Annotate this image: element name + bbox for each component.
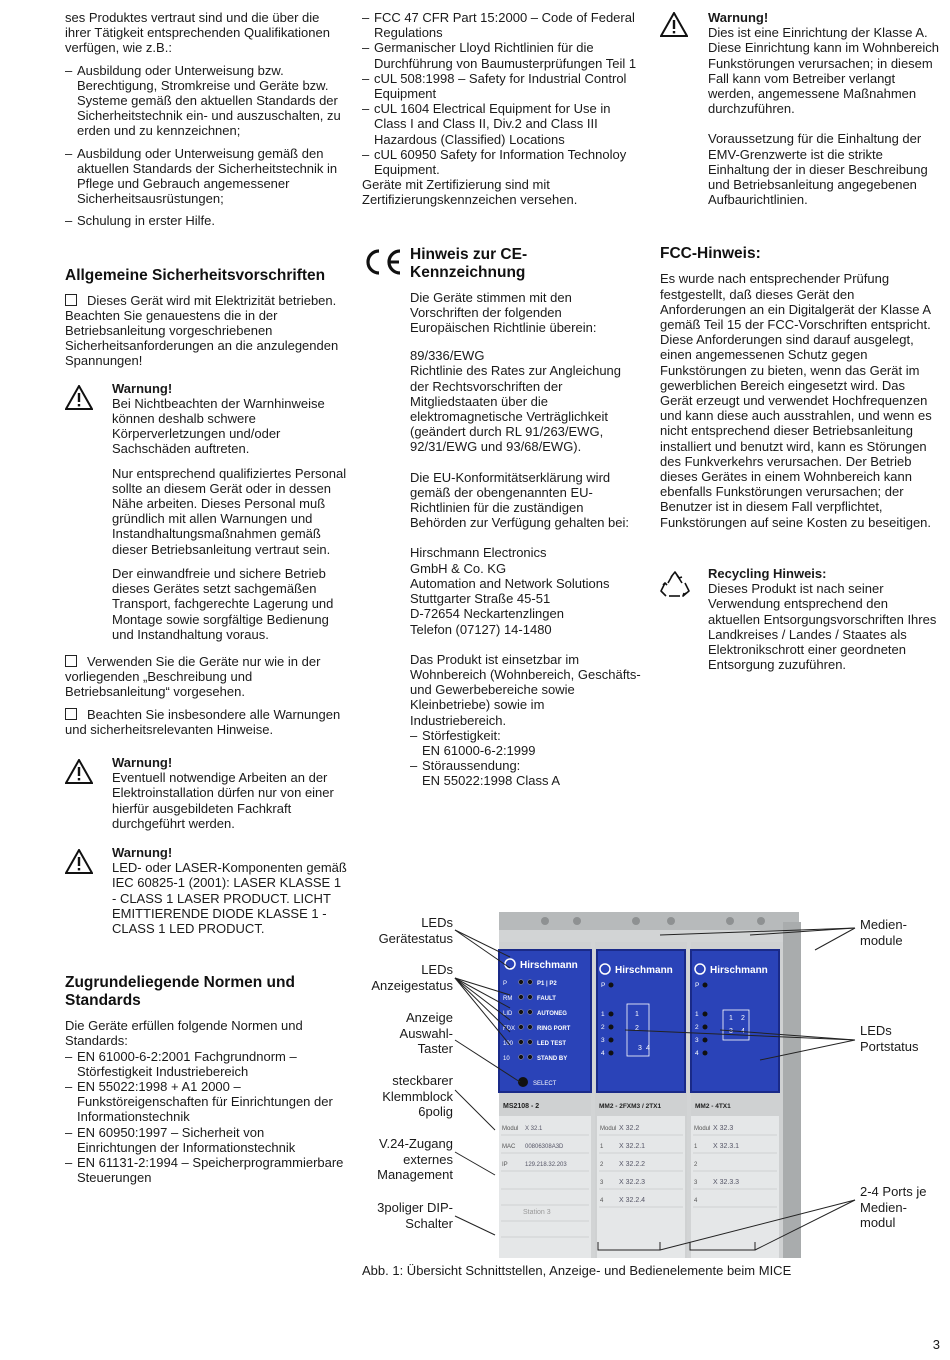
select-label: SELECT [533, 1081, 557, 1087]
ce-paragraph: Die Geräte stimmen mit den Vorschriften der folgenden Europäischen Richtlinie überein: [410, 289, 597, 336]
ce-paragraph: Die EU-Konformitätserklärung wird gemäß der obengenannten EU-Richtlinien für die zuständigen Behörden zur Verfügung gehalten bei: [410, 469, 630, 531]
station-label: Station 3 [523, 1209, 551, 1216]
port-number: 3 [729, 1028, 733, 1035]
address-line: GmbH & Co. KG [410, 560, 507, 576]
led-label: AUTONEG [537, 1011, 567, 1017]
led-label: P [601, 982, 606, 989]
module-name: MS2108 - 2 [503, 1103, 540, 1110]
label-leds-port-status: LEDs Portstatus [860, 1023, 919, 1054]
field-value: X 32.3 [713, 1125, 734, 1132]
field-key: 4 [694, 1198, 698, 1204]
port-led-label: 1 [601, 1011, 605, 1018]
warning-text: Dies ist eine Einrichtung der Klasse A. Diese Einrichtung kann im Wohnbereich Funkstörungen verursachen; in diesem Fall kann vom Betreiber verlangt werden, angemessene Maßnahmen durchzuführen. [708, 25, 939, 117]
norms-heading: Zugrundeliegende Normen und Standards [65, 974, 295, 1010]
led-label: RING PORT [537, 1026, 571, 1032]
list-item: – Germanischer Lloyd Richtlinien für die Durchführung von Baumusterprüfungen Teil 1 [362, 40, 642, 70]
port-led-label: 2 [695, 1024, 699, 1031]
led-label: 100 [503, 1041, 514, 1047]
port-led-label: 1 [695, 1011, 699, 1018]
norms-intro: Die Geräte erfüllen folgende Normen und Standards: [65, 1018, 303, 1049]
field-value: X 32.2.2 [619, 1161, 646, 1168]
field-key: Modul [600, 1126, 617, 1132]
warning-title: Warnung! [708, 10, 769, 25]
fcc-heading: FCC-Hinweis: [660, 245, 761, 263]
list-item: – Ausbildung oder Unterweisung gemäß den aktuellen Standards der Sicherheitstechnik in Pflege und Gebrauch angemessener Sicherheitsausrüstungen; [65, 146, 347, 207]
emc-value: EN 55022:1998 Class A [422, 773, 561, 789]
label-dip-switch: 3poliger DIP-Schalter [377, 1200, 453, 1231]
port-number: 2 [635, 1025, 639, 1032]
label-leds-display-status: LEDs Anzeigestatus [371, 962, 453, 993]
port-number: 4 [646, 1045, 650, 1052]
led-label: P [503, 981, 508, 987]
warning-text: LED- oder LASER-Komponenten gemäß IEC 60825-1 (2001): LASER KLASSE 1 - CLASS 1 LASER PRODUCT. LICHT EMITTIERENDE DIODE KLASSE 1 - CLASS 1 LED PRODUCT. [112, 860, 347, 936]
fcc-text: Es wurde nach entsprechender Prüfung festgestellt, daß dieses Gerät den Anforderungen an ein Digitalgerät der Klasse A gemäß Teil 15 der FCC-Vorschriften entspricht. Diese Anforderungen sind darauf ausgelegt, einen angemessenen Schutz gegen Funkstörungen zu bieten, wenn das Gerät im gewerblichen Bereich eingesetzt wird. Das Gerät erzeugt und verwendet Hochfrequenzen und kann diese auch ausstrahlen, und wenn es nicht entsprechend dieser Betriebsanleitung installiert und benutzt wird, kann es Störungen des Funkverkehrs verursachen. Der Betrieb dieses Gerätes in einem Wohnbereich kann ebenfalls Funkstörungen verursachen; der Benutzer ist in diesem Fall verpflichtet, Funkstörungen auf seine Kosten zu beseitigen. [660, 271, 932, 530]
field-key: 4 [600, 1198, 604, 1204]
port-led-label: 3 [601, 1037, 605, 1044]
port-number: 3 [638, 1045, 642, 1052]
field-value: X 32.1 [525, 1126, 543, 1132]
field-key: Modul [694, 1126, 711, 1132]
ce-heading: Hinweis zur CE-Kennzeichnung [410, 245, 528, 281]
warning-text: Voraussetzung für die Einhaltung der EMV-Grenzwerte ist die strikte Einhaltung der in dieser Beschreibung und Betriebsanleitung angegebenen Aufbaurichtlinien. [708, 131, 928, 208]
field-value: X 32.2 [619, 1125, 640, 1132]
warning-text: Nur entsprechend qualifiziertes Personal sollte an diesem Gerät oder in dessen Nähe arbeiten. Dieses Personal muß gründlich mit allen Warnungen und Instandhaltungsmaßnahmen gemäß dieser Betriebsanleitung vertraut sein. [112, 465, 347, 557]
recycling-text: Dieses Produkt ist nach seiner Verwendung entsprechend den aktuellen Entsorgungsvorschriften Ihres Landkreises / Landes / Staates als Elektronikschrott einer geordneten Entsorgung zuzuführen. [708, 581, 937, 673]
list-item: – EN 55022:1998 + A1 2000 – Funkstöreigenschaften für Einrichtungen der Informationstechnik [65, 1079, 347, 1125]
warning-text: Der einwandfreie und sichere Betrieb dieses Gerätes setzt sachgemäßen Transport, fachgerechte Lagerung und Montage sowie sorgfältige Bedienung und Instandhaltung voraus. [112, 565, 334, 642]
directive-number: 89/336/EWG [410, 348, 485, 364]
brand-text: Hirschmann [520, 960, 578, 971]
field-key: 1 [694, 1144, 698, 1150]
figure-caption: Abb. 1: Übersicht Schnittstellen, Anzeige- und Bedienelemente beim MICE [362, 1263, 792, 1278]
intro-text: ses Produktes vertraut sind und die über die ihrer Tätigkeit entsprechenden Qualifikationen verfügen, wie z.B.: [65, 10, 330, 56]
address-line: Stuttgarter Straße 45-51 [410, 591, 551, 607]
label-leds-device-status: LEDs Gerätestatus [378, 915, 453, 946]
recycling-title: Recycling Hinweis: [708, 565, 827, 581]
field-value: X 32.2.3 [619, 1179, 646, 1186]
port-led-label: 2 [601, 1024, 605, 1031]
led-label: LED TEST [537, 1041, 567, 1047]
field-value: X 32.3.3 [713, 1179, 740, 1186]
address-line: Hirschmann Electronics [410, 545, 547, 561]
warning-text: Bei Nichtbeachten der Warnhinweise können deshalb schwere Körperverletzungen und/oder Sachschäden auftreten. [112, 395, 325, 457]
field-key: MAC [502, 1144, 516, 1150]
field-value: X 32.2.4 [619, 1197, 646, 1204]
list-item: – EN 61000-6-2:2001 Fachgrundnorm – Störfestigkeit Industriebereich [65, 1049, 347, 1079]
field-value: 129.218.32.203 [525, 1162, 567, 1168]
port-number: 1 [635, 1011, 639, 1018]
ce-paragraph: Das Produkt ist einsetzbar im Wohnbereich (Wohnbereich, Geschäfts- und Gewerbebereiche sowie Kleinbetriebe) sowie im Industriebereich. [410, 651, 641, 728]
module-name: MM2 - 2FXM3 / 2TX1 [599, 1103, 662, 1110]
note-text: Beachten Sie insbesondere alle Warnungen und sicherheitsrelevanten Hinweise. [65, 706, 341, 737]
led-label: RM [503, 996, 513, 1002]
emc-value: EN 61000-6-2:1999 [422, 742, 536, 758]
field-key: 2 [694, 1162, 698, 1168]
led-label: STAND BY [537, 1056, 568, 1062]
led-label: P [695, 982, 700, 989]
field-value: X 32.2.1 [619, 1143, 646, 1150]
port-number: 1 [729, 1015, 733, 1022]
list-item: – cUL 508:1998 – Safety for Industrial Control Equipment [362, 71, 642, 101]
field-key: IP [502, 1162, 508, 1168]
list-item: – cUL 1604 Electrical Equipment for Use in Class I and Class II, Div.2 and Class III Hazardous (Classified) Locations [362, 101, 642, 147]
module-name: MM2 - 4TX1 [695, 1103, 731, 1110]
list-item: – FCC 47 CFR Part 15:2000 – Code of Federal Regulations [362, 10, 642, 40]
warning-title: Warnung! [112, 844, 173, 860]
page-number: 3 [932, 1337, 940, 1352]
warning-title: Warnung! [112, 380, 173, 396]
field-value: X 32.3.1 [713, 1143, 740, 1150]
label-media-modules: Medien-module [860, 917, 907, 948]
list-item: – Schulung in erster Hilfe. [65, 213, 347, 228]
field-key: 3 [694, 1180, 698, 1186]
port-led-label: 4 [695, 1050, 699, 1057]
list-item: – EN 60950:1997 – Sicherheit von Einrichtungen der Informationstechnik [65, 1125, 347, 1155]
emc-label: Störaussendung: [422, 758, 521, 774]
field-key: 3 [600, 1180, 604, 1186]
field-key: 1 [600, 1144, 604, 1150]
led-label: LID [503, 1011, 513, 1017]
note-text: Dieses Gerät wird mit Elektrizität betrieben. Beachten Sie genauestens die in der Betriebsanleitung vorgeschriebenen Sicherheitsanforderungen an die anzulegenden Spannungen! [65, 292, 339, 369]
port-led-label: 4 [601, 1050, 605, 1057]
port-number: 4 [741, 1028, 745, 1035]
field-key: Modul [502, 1126, 519, 1132]
label-terminal-block: steckbarer Klemmblock 6polig [382, 1073, 453, 1119]
led-label: FAULT [537, 996, 556, 1002]
cert-note: Geräte mit Zertifizierung sind mit Zertifizierungskennzeichen versehen. [362, 177, 578, 208]
warning-text: Eventuell notwendige Arbeiten an der Elektroinstallation dürfen nur von einer hierfür ausgebildeten Fachkraft durchgeführt werden. [112, 770, 334, 831]
emc-label: Störfestigkeit: [422, 727, 501, 743]
address-line: Automation and Network Solutions [410, 575, 610, 591]
field-key: 2 [600, 1162, 604, 1168]
field-value: 00806308A3D [525, 1144, 564, 1150]
brand-text: Hirschmann [710, 965, 768, 976]
label-display-select-button: Anzeige Auswahl-Taster [399, 1010, 453, 1056]
warning-title: Warnung! [112, 754, 173, 770]
label-v24-access: V.24-Zugang externes Management [377, 1136, 453, 1182]
list-item: – Ausbildung oder Unterweisung bzw. Berechtigung, Stromkreise und Geräte bzw. Systeme gemäß den aktuellen Standards der Sicherheitstechnik ein- und auszuschalten, zu erden und zu kennzeichnen; [65, 63, 347, 139]
led-label: 10 [503, 1056, 510, 1062]
note-text: Verwenden Sie die Geräte nur wie in der vorliegenden „Beschreibung und Betriebsanleitung“ vorgesehen. [65, 653, 321, 700]
led-label: FDX [503, 1026, 515, 1032]
brand-text: Hirschmann [615, 965, 673, 976]
led-label: P1 | P2 [537, 981, 557, 987]
port-led-label: 3 [695, 1037, 699, 1044]
list-item: – EN 61131-2:1994 – Speicherprogrammierbare Steuerungen [65, 1155, 347, 1185]
safety-heading: Allgemeine Sicherheitsvorschriften [65, 266, 326, 284]
address-line: D-72654 Neckartenzlingen [410, 606, 564, 622]
list-item: – cUL 60950 Safety for Information Technoloy Equipment. [362, 147, 642, 177]
ce-paragraph: Richtlinie des Rates zur Angleichung der Rechtsvorschriften der Mitgliedstaaten über die elektromagnetische Verträglichkeit (geändert durch RL 91/263/EWG, 92/31/EWG und 93/68/EWG). [410, 363, 622, 455]
address-line: Telefon (07127) 14-1480 [410, 621, 552, 637]
label-ports-per-module: 2-4 Ports je Medien-modul [860, 1184, 927, 1230]
port-number: 2 [741, 1015, 745, 1022]
